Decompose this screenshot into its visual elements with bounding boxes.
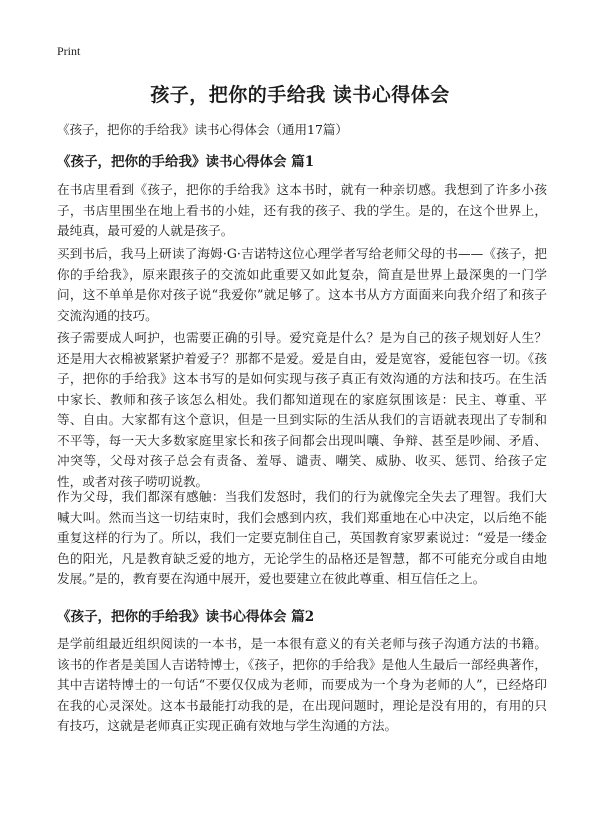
paragraph: 是学前组最近组织阅读的一本书，是一本很有意义的有关老师与孩子沟通方法的书籍。该书的作者是美国人吉诺特博士，《孩子，把你的手给我》是他人生最后一部经典著作，其中吉诺特博士的一句话“不要仅仅成为老师，而要成为一个身为老师的人”，已经烙印在我的心灵深处。这本书最能打动我的是，在出现问题时，理论是没有用的，有用的只有技巧，这就是老师真正实现正确有效地与学生沟通的方法。: [57, 636, 547, 733]
document-subtitle: 《孩子，把你的手给我》读书心得体会（通用17篇）: [57, 122, 348, 137]
page-title: 孩子，把你的手给我 读书心得体会: [150, 84, 450, 106]
paragraph: 孩子需要成人呵护，也需要正确的引导。爱究竟是什么？是为自己的孩子规划好人生？还是用大衣棉被紧紧护着爱子？那都不是爱。爱是自由，爱是宽容，爱能包容一切。《孩子，把你的手给我》这本书写的是如何实现与孩子真正有效沟通的方法和技巧。在生活中家长、教师和孩子该怎么相处。我们都知道现在的家庭氛围该是：民主、尊重、平等、自由。大家都有这个意识，但是一旦到实际的生活从我们的言语就表现出了专制和不平等，每一天大多数家庭里家长和孩子间都会出现叫嚷、争辩、甚至是吵闹、矛盾、冲突等，父母对孩子总会有责备、羞辱、谴责、嘲笑、威胁、收买、惩罚、给孩子定性，或者对孩子唠叨说教。: [57, 330, 547, 489]
print-label: Print: [57, 44, 81, 58]
paragraph: 在书店里看到《孩子，把你的手给我》这本书时，就有一种亲切感。我想到了许多小孩子，书店里围坐在地上看书的小娃，还有我的孩子、我的学生。是的，在这个世界上，最纯真，最可爱的人就是孩子。: [57, 182, 547, 238]
paragraph: 买到书后，我马上研读了海姆·G·吉诺特这位心理学者写给老师父母的书——《孩子，把你的手给我》，原来跟孩子的交流如此重要又如此复杂，简直是世界上最深奥的一门学问，这不单单是你对孩子说“我爱你”就足够了。这本书从方方面面来向我介绍了和孩子交流沟通的技巧。: [57, 246, 547, 323]
section-heading-2: 《孩子，把你的手给我》读书心得体会 篇2: [57, 609, 315, 625]
section-heading-1: 《孩子，把你的手给我》读书心得体会 篇1: [57, 154, 315, 170]
paragraph: 作为父母，我们都深有感触：当我们发怒时，我们的行为就像完全失去了理智。我们大喊大叫。然而当这一切结束时，我们会感到内疚，我们郑重地在心中决定，以后绝不能重复这样的行为了。所以，我们一定要克制住自己，英国教育家罗素说过：“爱是一缕金色的阳光，凡是教育缺乏爱的地方，无论学生的品格还是智慧，都不可能充分或自由地发展。”是的，教育要在沟通中展开，爱也要建立在彼此尊重、相互信任之上。: [57, 489, 547, 586]
